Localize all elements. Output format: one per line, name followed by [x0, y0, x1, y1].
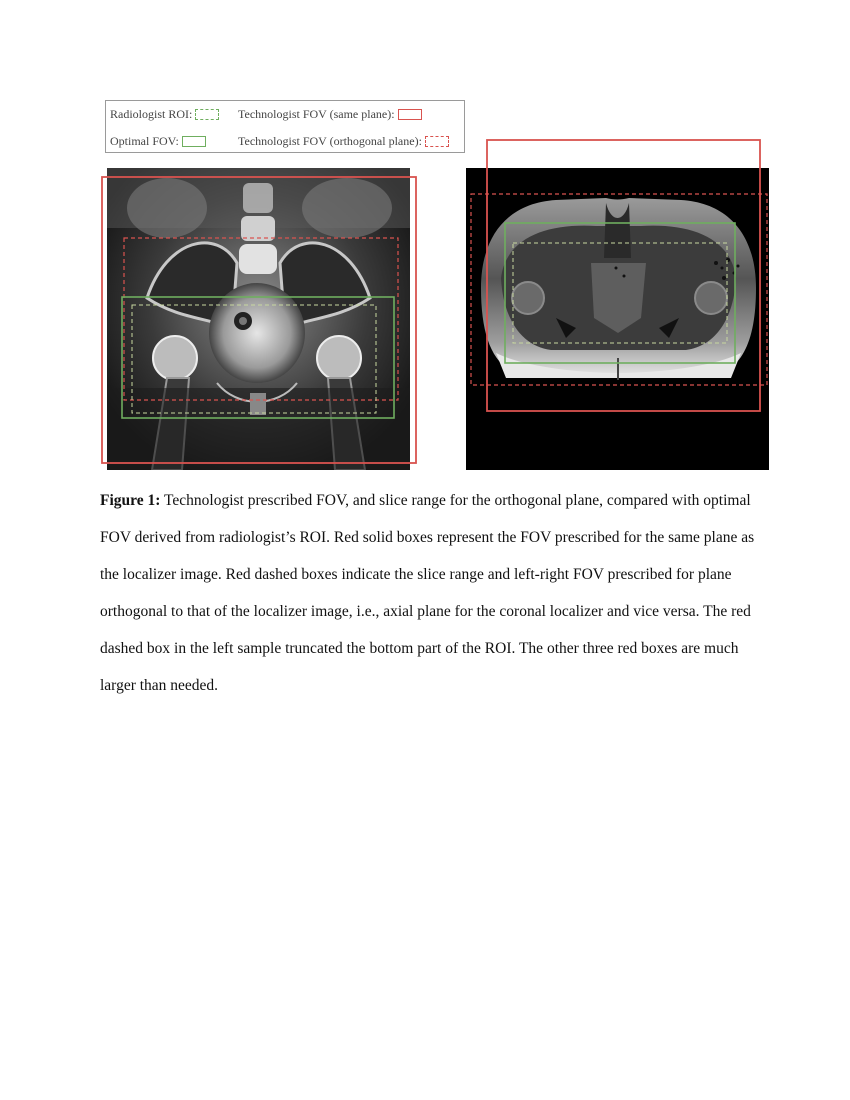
legend-tech-fov-orth	[238, 134, 449, 149]
legend-optimal-fov	[110, 134, 206, 149]
solid-green-swatch-icon	[182, 136, 206, 147]
legend-optimal-fov-label: Optimal FOV:	[110, 134, 179, 148]
coronal-mri-image	[107, 168, 410, 470]
legend-tech-fov-same	[238, 107, 422, 122]
figure-caption	[100, 482, 755, 704]
axial-mri-image	[466, 168, 769, 470]
figure-label: Figure 1:	[100, 492, 161, 509]
axial-mri-graphic	[466, 168, 769, 470]
dashed-green-swatch-icon	[195, 109, 219, 120]
figure-legend	[105, 100, 465, 153]
legend-tech-fov-same-label: Technologist FOV (same plane):	[238, 107, 395, 121]
legend-radiologist-roi	[110, 107, 219, 122]
legend-tech-fov-orth-label: Technologist FOV (orthogonal plane):	[238, 134, 422, 148]
coronal-mri-graphic	[107, 168, 410, 470]
legend-radiologist-roi-label: Radiologist ROI:	[110, 107, 193, 121]
dashed-red-swatch-icon	[425, 136, 449, 147]
solid-red-swatch-icon	[398, 109, 422, 120]
figure-caption-text: Technologist prescribed FOV, and slice range for the orthogonal plane, compared with optimal FOV derived from radiologist’s ROI. Red solid boxes represent the FOV prescribed for the same plane as the localizer image. Red dashed boxes indicate the slice range and left-right FOV prescribed for plane orthogonal to that of the localizer image, i.e., axial plane for the coronal localizer and vice versa. The red dashed box in the left sample truncated the bottom part of the ROI. The other three red boxes are much larger than needed.	[100, 492, 755, 694]
